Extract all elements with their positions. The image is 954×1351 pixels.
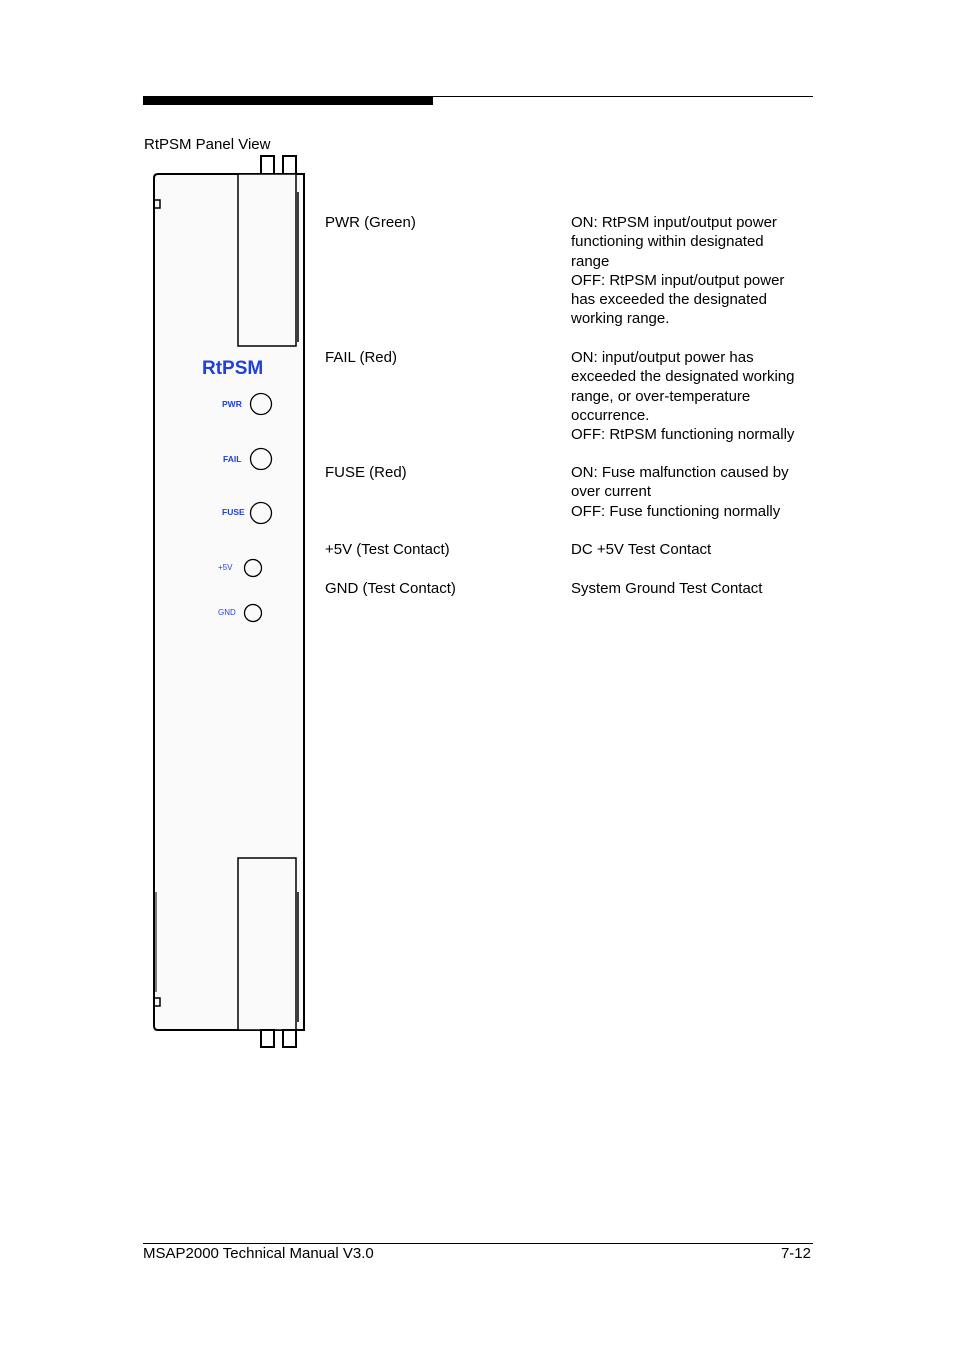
indicator-name-fuse: FUSE (Red) <box>325 464 407 481</box>
desc-line: working range. <box>571 310 670 328</box>
top-tab-right <box>283 156 296 174</box>
desc-line: exceeded the designated working <box>571 368 795 386</box>
desc-line: range, or over-temperature <box>571 387 751 405</box>
contact-label-5v: +5V <box>218 563 233 572</box>
indicator-name-pwr: PWR (Green) <box>325 214 416 231</box>
led-label-fail: FAIL <box>223 454 242 464</box>
top-handle <box>238 174 296 346</box>
desc-line: OFF: RtPSM input/output power <box>571 271 785 289</box>
desc-line: ON: Fuse malfunction caused by <box>571 464 789 481</box>
desc-line: ON: input/output power has <box>571 349 754 366</box>
desc-line: occurrence. <box>571 406 650 424</box>
indicator-desc-5v <box>571 540 821 559</box>
indicator-name-fail: FAIL (Red) <box>325 349 397 366</box>
bottom-handle <box>238 858 296 1030</box>
top-tab-left <box>261 156 274 174</box>
desc-line: range <box>571 252 610 270</box>
indicator-name-gnd: GND (Test Contact) <box>325 580 456 597</box>
figure-caption: RtPSM Panel View <box>144 136 271 153</box>
desc-line: System Ground Test Contact <box>571 580 763 597</box>
indicator-desc-fuse <box>571 463 821 521</box>
desc-line: OFF: Fuse functioning normally <box>571 502 781 520</box>
desc-line: ON: RtPSM input/output power <box>571 214 777 231</box>
footer-page-number: 7-12 <box>780 1245 811 1262</box>
indicator-name-5v: +5V (Test Contact) <box>325 541 450 558</box>
bottom-tab-right <box>283 1030 296 1047</box>
footer-title: MSAP2000 Technical Manual V3.0 <box>143 1245 374 1262</box>
indicator-desc-fail <box>571 348 821 444</box>
desc-line: over current <box>571 483 652 501</box>
desc-line: DC +5V Test Contact <box>571 541 712 558</box>
panel-svg <box>146 152 312 1052</box>
indicator-desc-pwr <box>571 213 821 329</box>
indicator-desc-gnd <box>571 579 821 598</box>
led-label-pwr: PWR <box>222 399 242 409</box>
header-rule-thin <box>433 96 813 97</box>
footer-rule <box>143 1243 813 1244</box>
header-rule-thick <box>143 96 433 105</box>
led-label-fuse: FUSE <box>222 507 245 517</box>
rtpsm-panel-drawing <box>146 152 312 1052</box>
bottom-tab-left <box>261 1030 274 1047</box>
panel-brand: RtPSM <box>202 358 264 379</box>
contact-label-gnd: GND <box>218 608 236 617</box>
desc-line: functioning within designated <box>571 233 764 251</box>
desc-line: OFF: RtPSM functioning normally <box>571 426 795 444</box>
desc-line: has exceeded the designated <box>571 291 767 309</box>
